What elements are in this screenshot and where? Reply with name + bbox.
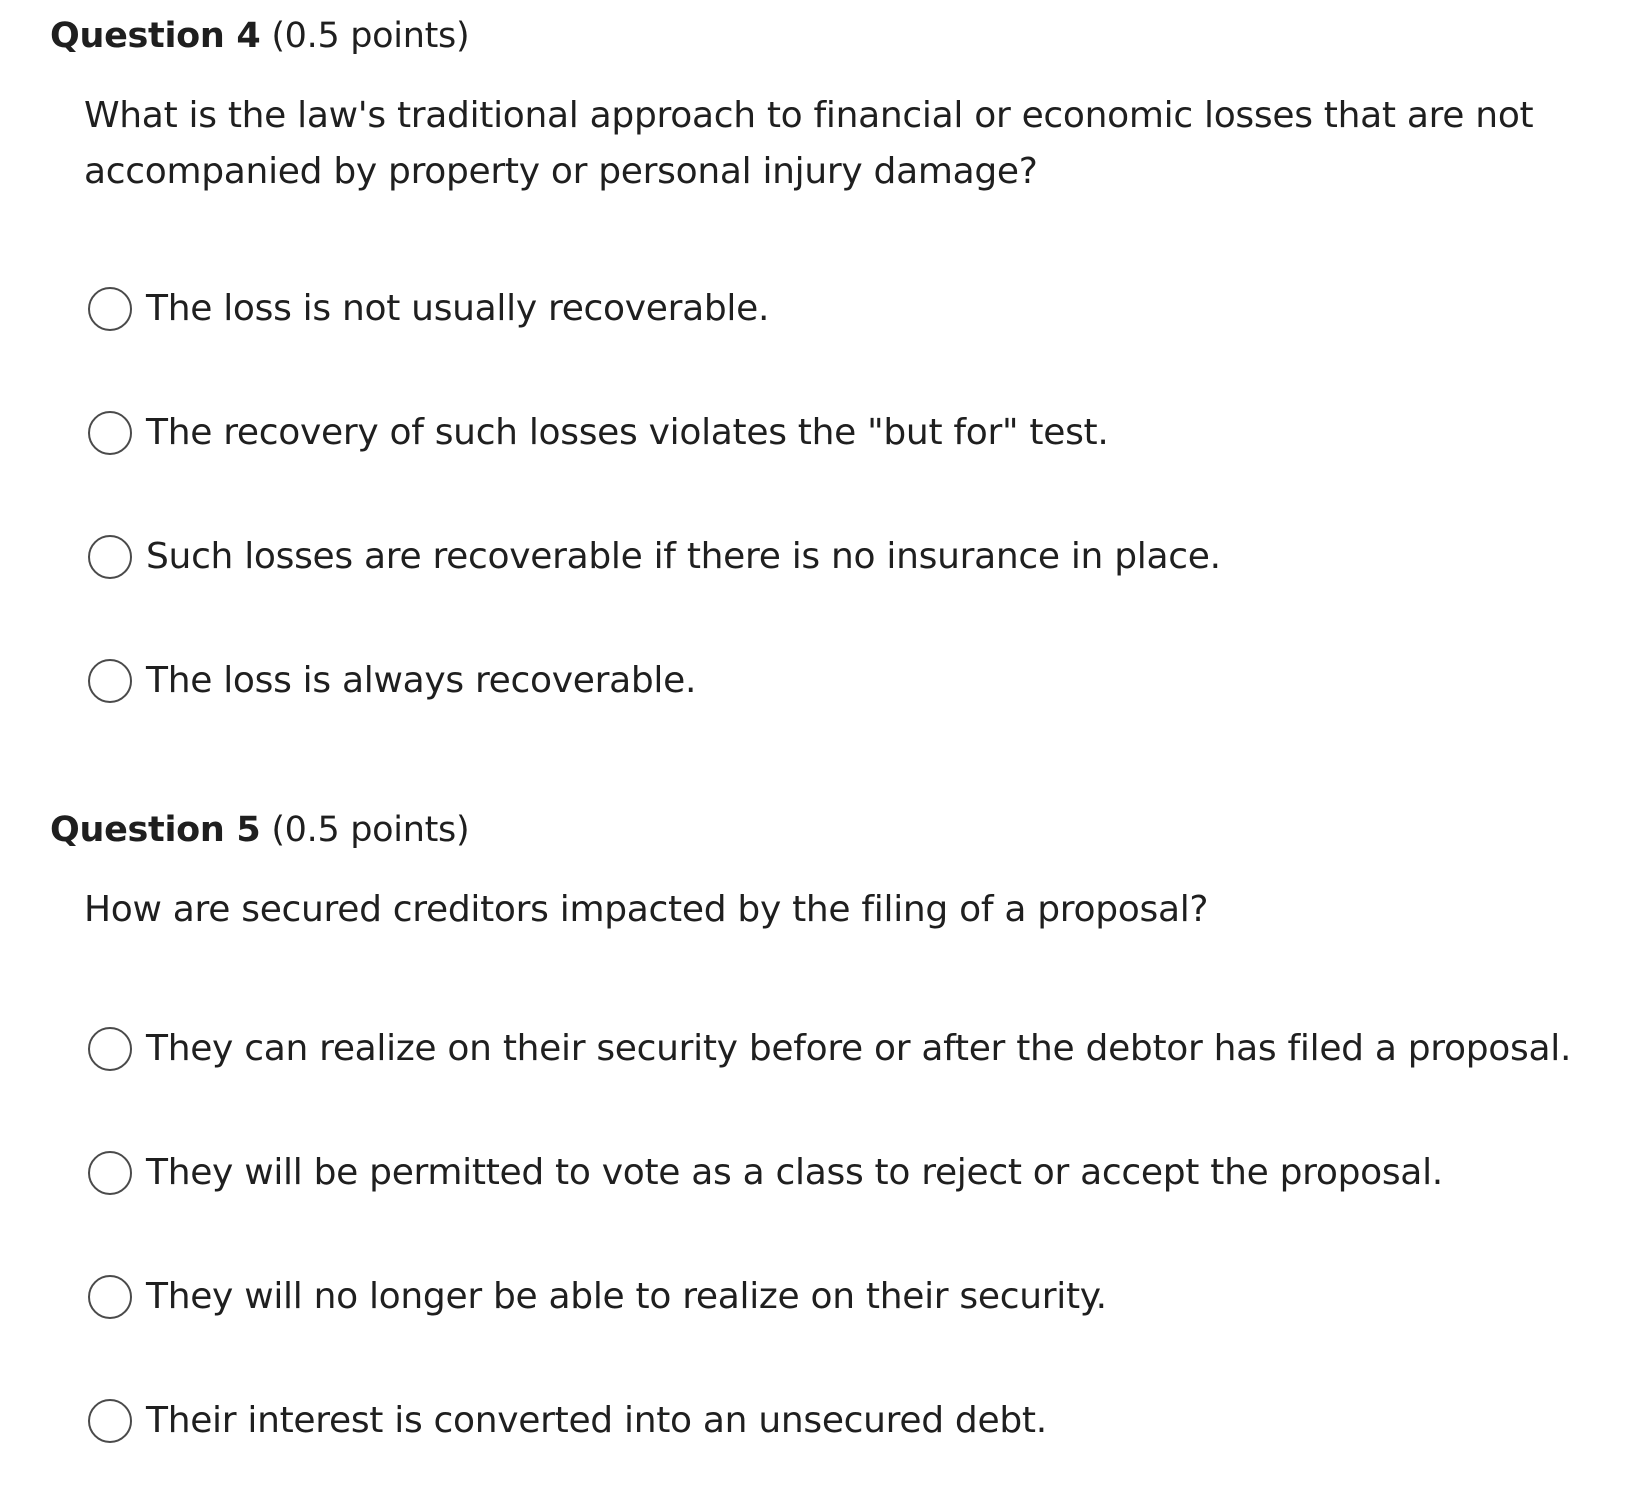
question-points: (0.5 points) — [271, 810, 470, 850]
answer-option-label: Such losses are recoverable if there is no insurance in place. — [146, 536, 1221, 577]
answer-option[interactable] — [88, 1111, 1588, 1235]
question-header — [50, 14, 469, 58]
question-number: Question 4 — [50, 16, 261, 56]
answer-option[interactable] — [88, 371, 1588, 495]
radio-button[interactable] — [88, 1275, 132, 1319]
question-number: Question 5 — [50, 810, 261, 850]
answer-option[interactable] — [88, 495, 1588, 619]
radio-button[interactable] — [88, 1399, 132, 1443]
question-points: (0.5 points) — [271, 16, 470, 56]
question-header — [50, 808, 469, 852]
answer-option[interactable] — [88, 247, 1588, 371]
radio-button[interactable] — [88, 287, 132, 331]
answer-option-label: They will no longer be able to realize on their security. — [146, 1276, 1107, 1317]
radio-button[interactable] — [88, 1151, 132, 1195]
answer-option-label: The recovery of such losses violates the "but for" test. — [146, 412, 1109, 453]
answer-option-label: They will be permitted to vote as a class to reject or accept the proposal. — [146, 1152, 1443, 1193]
answer-options — [88, 987, 1588, 1483]
answer-option-label: Their interest is converted into an unsecured debt. — [146, 1400, 1047, 1441]
radio-button[interactable] — [88, 535, 132, 579]
radio-button[interactable] — [88, 659, 132, 703]
radio-button[interactable] — [88, 1027, 132, 1071]
radio-button[interactable] — [88, 411, 132, 455]
answer-option[interactable] — [88, 1359, 1588, 1483]
answer-option[interactable] — [88, 619, 1588, 743]
answer-option-label: The loss is always recoverable. — [146, 660, 697, 701]
question-prompt: How are secured creditors impacted by the filing of a proposal? — [84, 889, 1209, 930]
answer-option-label: They can realize on their security before or after the debtor has filed a proposal. — [146, 1028, 1572, 1069]
answer-option[interactable] — [88, 987, 1588, 1111]
answer-options — [88, 247, 1588, 743]
answer-option-label: The loss is not usually recoverable. — [146, 288, 770, 329]
answer-option[interactable] — [88, 1235, 1588, 1359]
question-prompt: What is the law's traditional approach to financial or economic losses that are not accompanied by property or personal injury damage? — [84, 95, 1534, 192]
